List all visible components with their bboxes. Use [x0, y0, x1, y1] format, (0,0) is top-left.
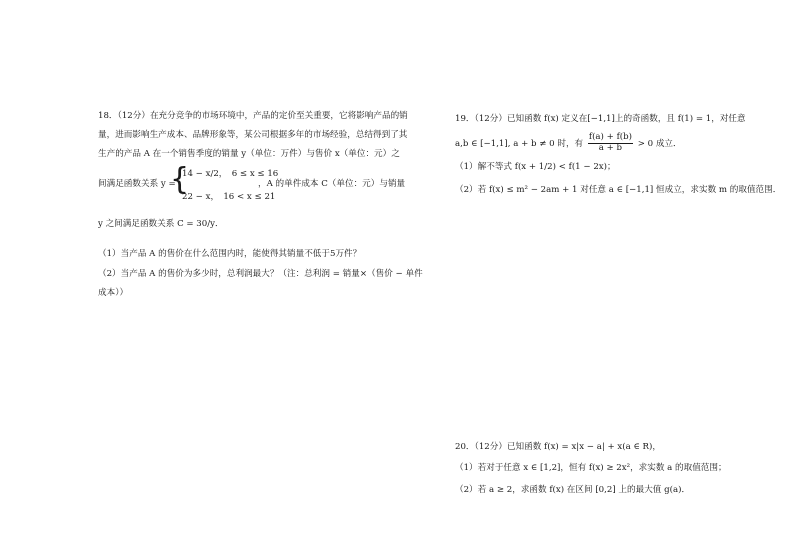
q18-case-2: 22 − x， 16 < x ≤ 21	[182, 192, 276, 202]
q18-case-1: 14 − x/2， 6 ≤ x ≤ 16	[182, 169, 279, 179]
q19-line-1: 19．（12分）已知函数 f(x) 定义在[−1,1]上的奇函数，且 f(1) = 1，对任意	[455, 114, 746, 124]
q19-fraction-denominator: a + b	[598, 142, 623, 153]
q20-line-1: 20．（12分）已知函数 f(x) = x|x − a| + x(a ∈ R)，	[455, 442, 661, 452]
piecewise-brace: {	[170, 162, 190, 197]
q18-line-2: 量，进而影响生产成本、品牌形象等，某公司根据多年的市场经验，总结得到了其	[98, 130, 408, 140]
q19-part-2: （2）若 f(x) ≤ m² − 2am + 1 对任意 a ∈ [−1,1] 恒成立，求实数 m 的取值范围．	[455, 185, 782, 195]
q18-part-1: （1）当产品 A 的售价在什么范围内时，能使得其销量不低于5万件？	[98, 249, 362, 259]
q19-part-1: （1）解不等式 f(x + 1/2) < f(1 − 2x)；	[455, 162, 616, 172]
q19-condition-end: > 0 成立．	[637, 138, 682, 149]
q20-part-2: （2）若 a ≥ 2，求函数 f(x) 在区间 [0,2] 上的最大值 g(a)．	[455, 485, 691, 495]
q18-part-2: （2）当产品 A 的售价为多少时，总利润最大？（注：总利润 = 销量×（售价 − 单件	[98, 269, 423, 279]
q19-line-2	[455, 133, 682, 154]
q19-fraction	[588, 133, 633, 154]
q20-part-1: （1）若对于任意 x ∈ [1,2]，恒有 f(x) ≥ 2x²，求实数 a 的取值范围；	[455, 463, 727, 473]
q18-line-1: 18．（12分）在充分竞争的市场环境中，产品的定价至关重要，它将影响产品的销	[98, 111, 408, 121]
q18-part-2-cont: 成本））	[98, 288, 129, 298]
q18-line-5: y 之间满足函数关系 C = 30/y．	[98, 219, 224, 229]
q18-piecewise-suffix: ，A 的单件成本 C（单位：元）与销量	[258, 179, 406, 189]
q18-line-3: 生产的产品 A 在一个销售季度的销量 y（单位：万件）与售价 x（单位：元）之	[98, 149, 400, 159]
q19-condition: a,b ∈ [−1,1], a + b ≠ 0 时，有	[455, 138, 584, 149]
q19-fraction-numerator: f(a) + f(b)	[588, 132, 632, 142]
q18-piecewise-prefix: 间满足函数关系 y =	[98, 179, 176, 189]
